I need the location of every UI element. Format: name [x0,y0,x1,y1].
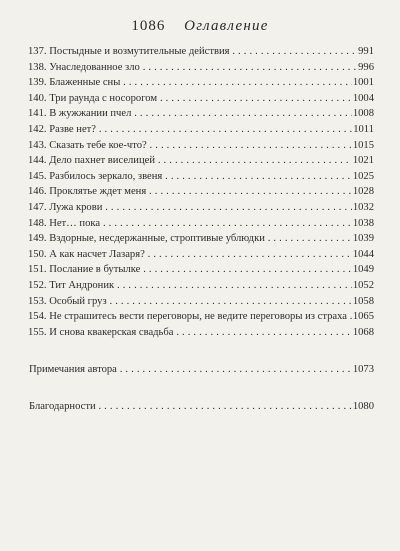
toc-entry-notes [28,362,374,378]
toc-entry-page: 1028 [352,186,374,198]
toc-entry-page: 996 [358,61,374,73]
toc-entry-text [28,278,352,294]
toc-entry-number: 152. [28,279,47,291]
toc-entry-number: 149. [28,233,47,245]
toc-entry [28,169,374,185]
toc-entry-number: 140. [28,92,47,104]
section-title: Оглавление [184,18,269,34]
toc-entry-text [28,325,352,341]
toc-entry-page: 1039 [352,233,374,245]
spacer [28,340,374,362]
toc-entry-number: 137. [28,46,47,57]
toc-entry-page: 1032 [352,201,374,213]
toc-entry-title: Примечания автора . . . [28,362,352,378]
toc-entry-number: 142. [28,123,47,135]
toc-entry-title: Три раунда с носорогом [49,92,158,104]
toc-entry-number: 155. [28,326,47,338]
toc-entry-number: 147. [28,201,47,213]
toc-entry-title: Тит Андроник [49,279,115,291]
toc-entry-text [28,309,352,325]
toc-entry-page: 1015 [352,139,374,151]
toc-entry-number: 150. [28,248,47,260]
toc-entry-page: 1065 [352,311,374,323]
toc-entry-title: Разбилось зеркало, звеня [49,170,163,182]
toc-entry-title: Проклятье ждет меня [49,186,147,198]
toc-entry [28,262,374,278]
page-number: 1086 [131,18,166,34]
toc-entry-title: Лужа крови [49,201,103,213]
toc-entry-title: Дело пахнет виселицей [49,155,156,167]
toc-entry-page: 1073 [352,364,374,376]
toc-entry-number: 145. [28,170,47,182]
toc-entry [28,294,374,310]
toc-entry-text [28,44,357,60]
toc-entry-number: 144. [28,155,47,167]
toc-entry-text [28,75,352,91]
toc-entry [28,75,374,91]
toc-entry-text [28,184,352,200]
toc-entry-title: В жужжании пчел [49,108,132,120]
toc-entry-page: 1044 [352,248,374,260]
toc-entry [28,184,374,200]
toc-entry-page: 1021 [352,155,374,167]
table-of-contents [28,44,374,414]
toc-entry [28,106,374,122]
toc-entry-title: А как насчет Лазаря? [49,248,145,260]
spacer [28,378,374,399]
toc-entry-page: 1049 [352,264,374,276]
toc-entry [28,278,374,294]
toc-entry [28,153,374,169]
toc-entry-number: 139. [28,77,47,89]
toc-entry-title: Не страшитесь вести переговоры, не ведите переговоры из страха [49,311,347,323]
toc-entry [28,91,374,107]
toc-entry-text [28,91,352,107]
toc-entry-number: 153. [28,295,47,307]
toc-entry-page: 1025 [352,170,374,182]
toc-entry-text [28,169,352,185]
toc-entry-text [28,294,352,310]
toc-entry-acknowledgments [28,399,374,415]
toc-entry-text [28,247,352,263]
toc-entry-text [28,138,352,154]
toc-entry-number: 143. [28,139,47,151]
toc-entry-page: 1011 [353,123,374,135]
toc-entry-title: Сказать тебе кое-что? [49,139,147,151]
toc-entry-text [28,200,352,216]
toc-entry [28,325,374,341]
toc-entry-title: Особый груз [49,295,107,307]
toc-entry-number: 154. [28,311,47,323]
toc-entry [28,60,374,76]
toc-entry [28,247,374,263]
toc-entry-page: 1038 [352,217,374,229]
toc-entry-number: 148. [28,217,47,229]
toc-entry [28,44,374,60]
toc-entry [28,122,374,138]
toc-entry-title: Благодарности . . . [28,399,352,415]
toc-entry-number: 151. [28,264,47,276]
toc-entry-text [28,262,352,278]
toc-entry-text [28,153,352,169]
toc-entry-number: 138. [28,61,47,73]
toc-entry-text [28,216,352,232]
toc-entry-page: 1001 [352,77,374,89]
toc-entry-text [28,106,352,122]
toc-entry [28,231,374,247]
toc-entry-text [28,231,352,247]
toc-entry-title: И снова квакерская свадьба [49,326,174,338]
toc-entry [28,138,374,154]
toc-entry-page: 1080 [352,400,374,412]
toc-entry-text [28,60,357,76]
toc-entry-title: Унаследованное зло [49,61,140,73]
toc-entry-title: Постыдные и возмутительные действия [49,46,230,57]
page-header [0,18,400,35]
toc-entry [28,216,374,232]
toc-entry-title: Разве нет? [49,123,96,135]
toc-entry-title: Нет… пока [49,217,101,229]
toc-entry-title: Вздорные, несдержанные, строптивые ублюдки [49,233,265,245]
toc-entry-page: 1052 [352,279,374,291]
toc-entry-text [28,122,352,138]
toc-entry-page: 1058 [352,295,374,307]
toc-entry-title: Послание в бутылке [49,264,141,276]
toc-entry-number: 146. [28,186,47,198]
toc-entry [28,309,374,325]
toc-entry-page: 1004 [352,92,374,104]
toc-entry-number: 141. [28,108,47,120]
toc-entry-page: 991 [358,46,374,57]
toc-entry-page: 1008 [352,108,374,120]
toc-entry [28,200,374,216]
toc-entry-page: 1068 [352,326,374,338]
toc-list [28,44,374,340]
toc-entry-title: Блаженные сны [49,77,121,89]
